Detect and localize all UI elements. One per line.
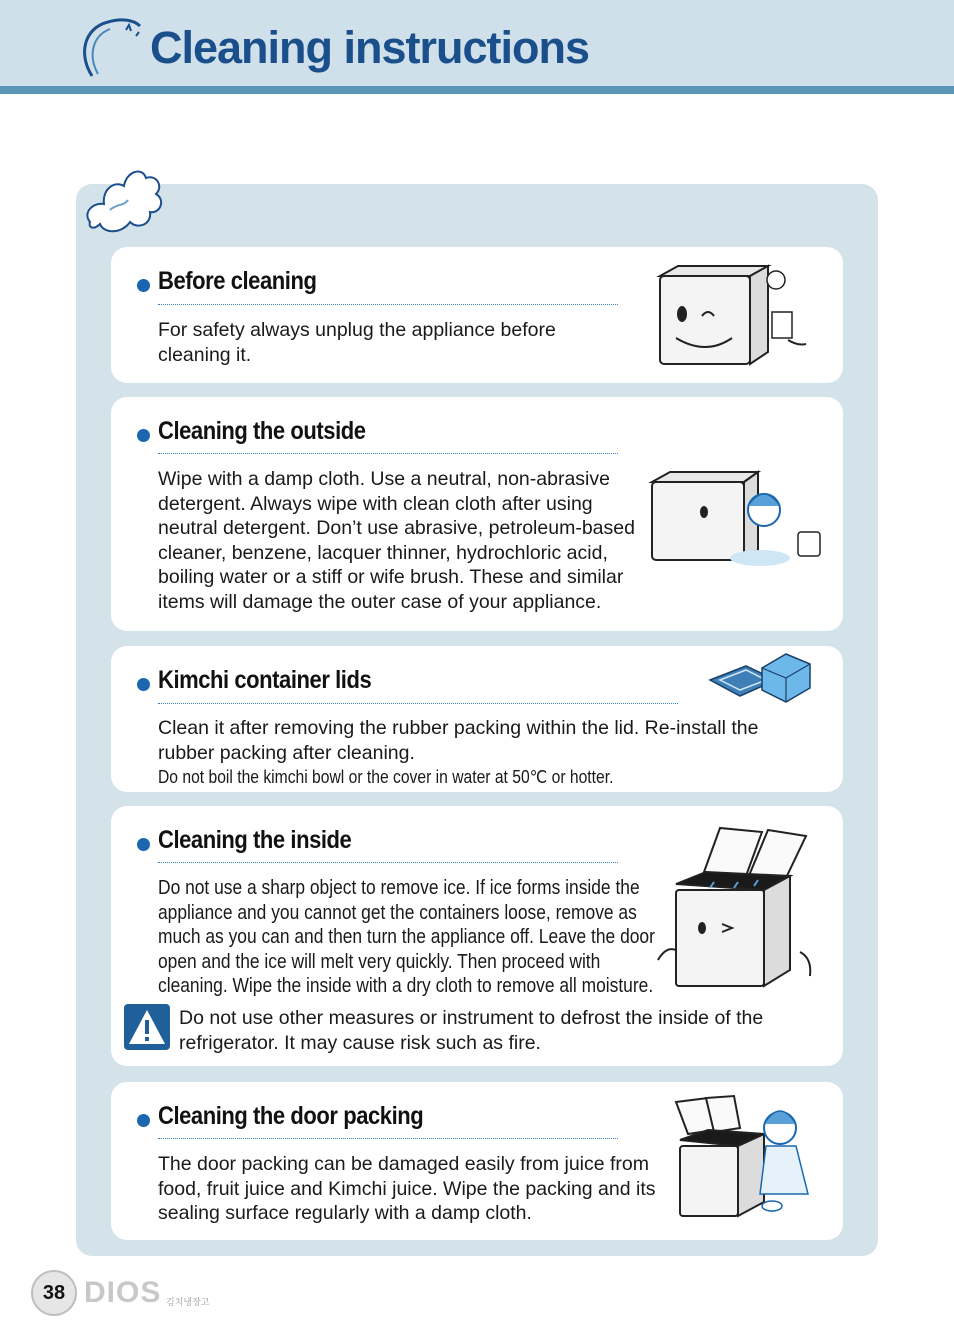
dotted-divider	[158, 453, 618, 454]
section-title: Cleaning the outside	[158, 417, 366, 445]
kimchi-container-lid-illustration	[706, 650, 814, 706]
section-note: Do not boil the kimchi bowl or the cover in water at 50℃ or hotter.	[158, 767, 614, 787]
water-splash-icon	[80, 160, 170, 240]
open-fridge-ice-illustration	[650, 824, 818, 992]
brand-logo: DIOS	[84, 1276, 162, 1309]
page-title: Cleaning instructions	[150, 22, 590, 73]
header-rule	[0, 86, 954, 94]
dotted-divider	[158, 862, 618, 863]
section-body: Wipe with a damp cloth. Use a neutral, non-abrasive detergent. Always wipe with clean cloth after using neutral detergent. Don’t use abrasive, petroleum-based cleaner, benzene, lacquer thinner, hydrochloric acid, boiling water or a stiff or wife brush. These and similar items will damage the outer case of your appliance.	[158, 468, 635, 613]
section-title: Cleaning the inside	[158, 826, 352, 854]
wiping-outside-illustration	[648, 460, 828, 570]
section-body: For safety always unplug the appliance before cleaning it.	[158, 319, 556, 366]
section-title: Before cleaning	[158, 267, 317, 295]
dotted-divider	[158, 1138, 618, 1139]
section-title: Cleaning the door packing	[158, 1102, 424, 1130]
section-bullet	[137, 838, 150, 851]
section-bullet	[137, 429, 150, 442]
swirl-logo-icon	[78, 14, 148, 80]
page-number: 38	[42, 1282, 66, 1304]
section-body: Clean it after removing the rubber packing within the lid. Re-install the rubber packing after cleaning.	[158, 717, 759, 764]
section-bullet	[137, 678, 150, 691]
section-bullet	[137, 279, 150, 292]
brand-subtitle: 김치냉장고	[166, 1297, 210, 1307]
section-body: Do not use a sharp object to remove ice. If ice forms inside the appliance and you cannot get the containers loose, remove as much as you can and then turn the appliance off. Leave the door open and the ice will melt very quickly. Then proceed with cleaning. Wipe the inside with a dry cloth to remove all moisture.	[158, 877, 655, 998]
section-body: The door packing can be damaged easily from juice from food, fruit juice and Kimchi juice. Wipe the packing and its sealing surface regularly with a damp cloth.	[158, 1153, 656, 1224]
section-title: Kimchi container lids	[158, 666, 372, 694]
dotted-divider	[158, 304, 618, 305]
warning-text: Do not use other measures or instrument to defrost the inside of the refrigerator. It may cause risk such as fire.	[179, 1007, 764, 1054]
unplugging-fridge-illustration	[648, 258, 828, 376]
door-packing-illustration	[668, 1094, 828, 1220]
section-bullet	[137, 1114, 150, 1127]
dotted-divider	[158, 703, 678, 704]
warning-icon	[124, 1004, 170, 1050]
